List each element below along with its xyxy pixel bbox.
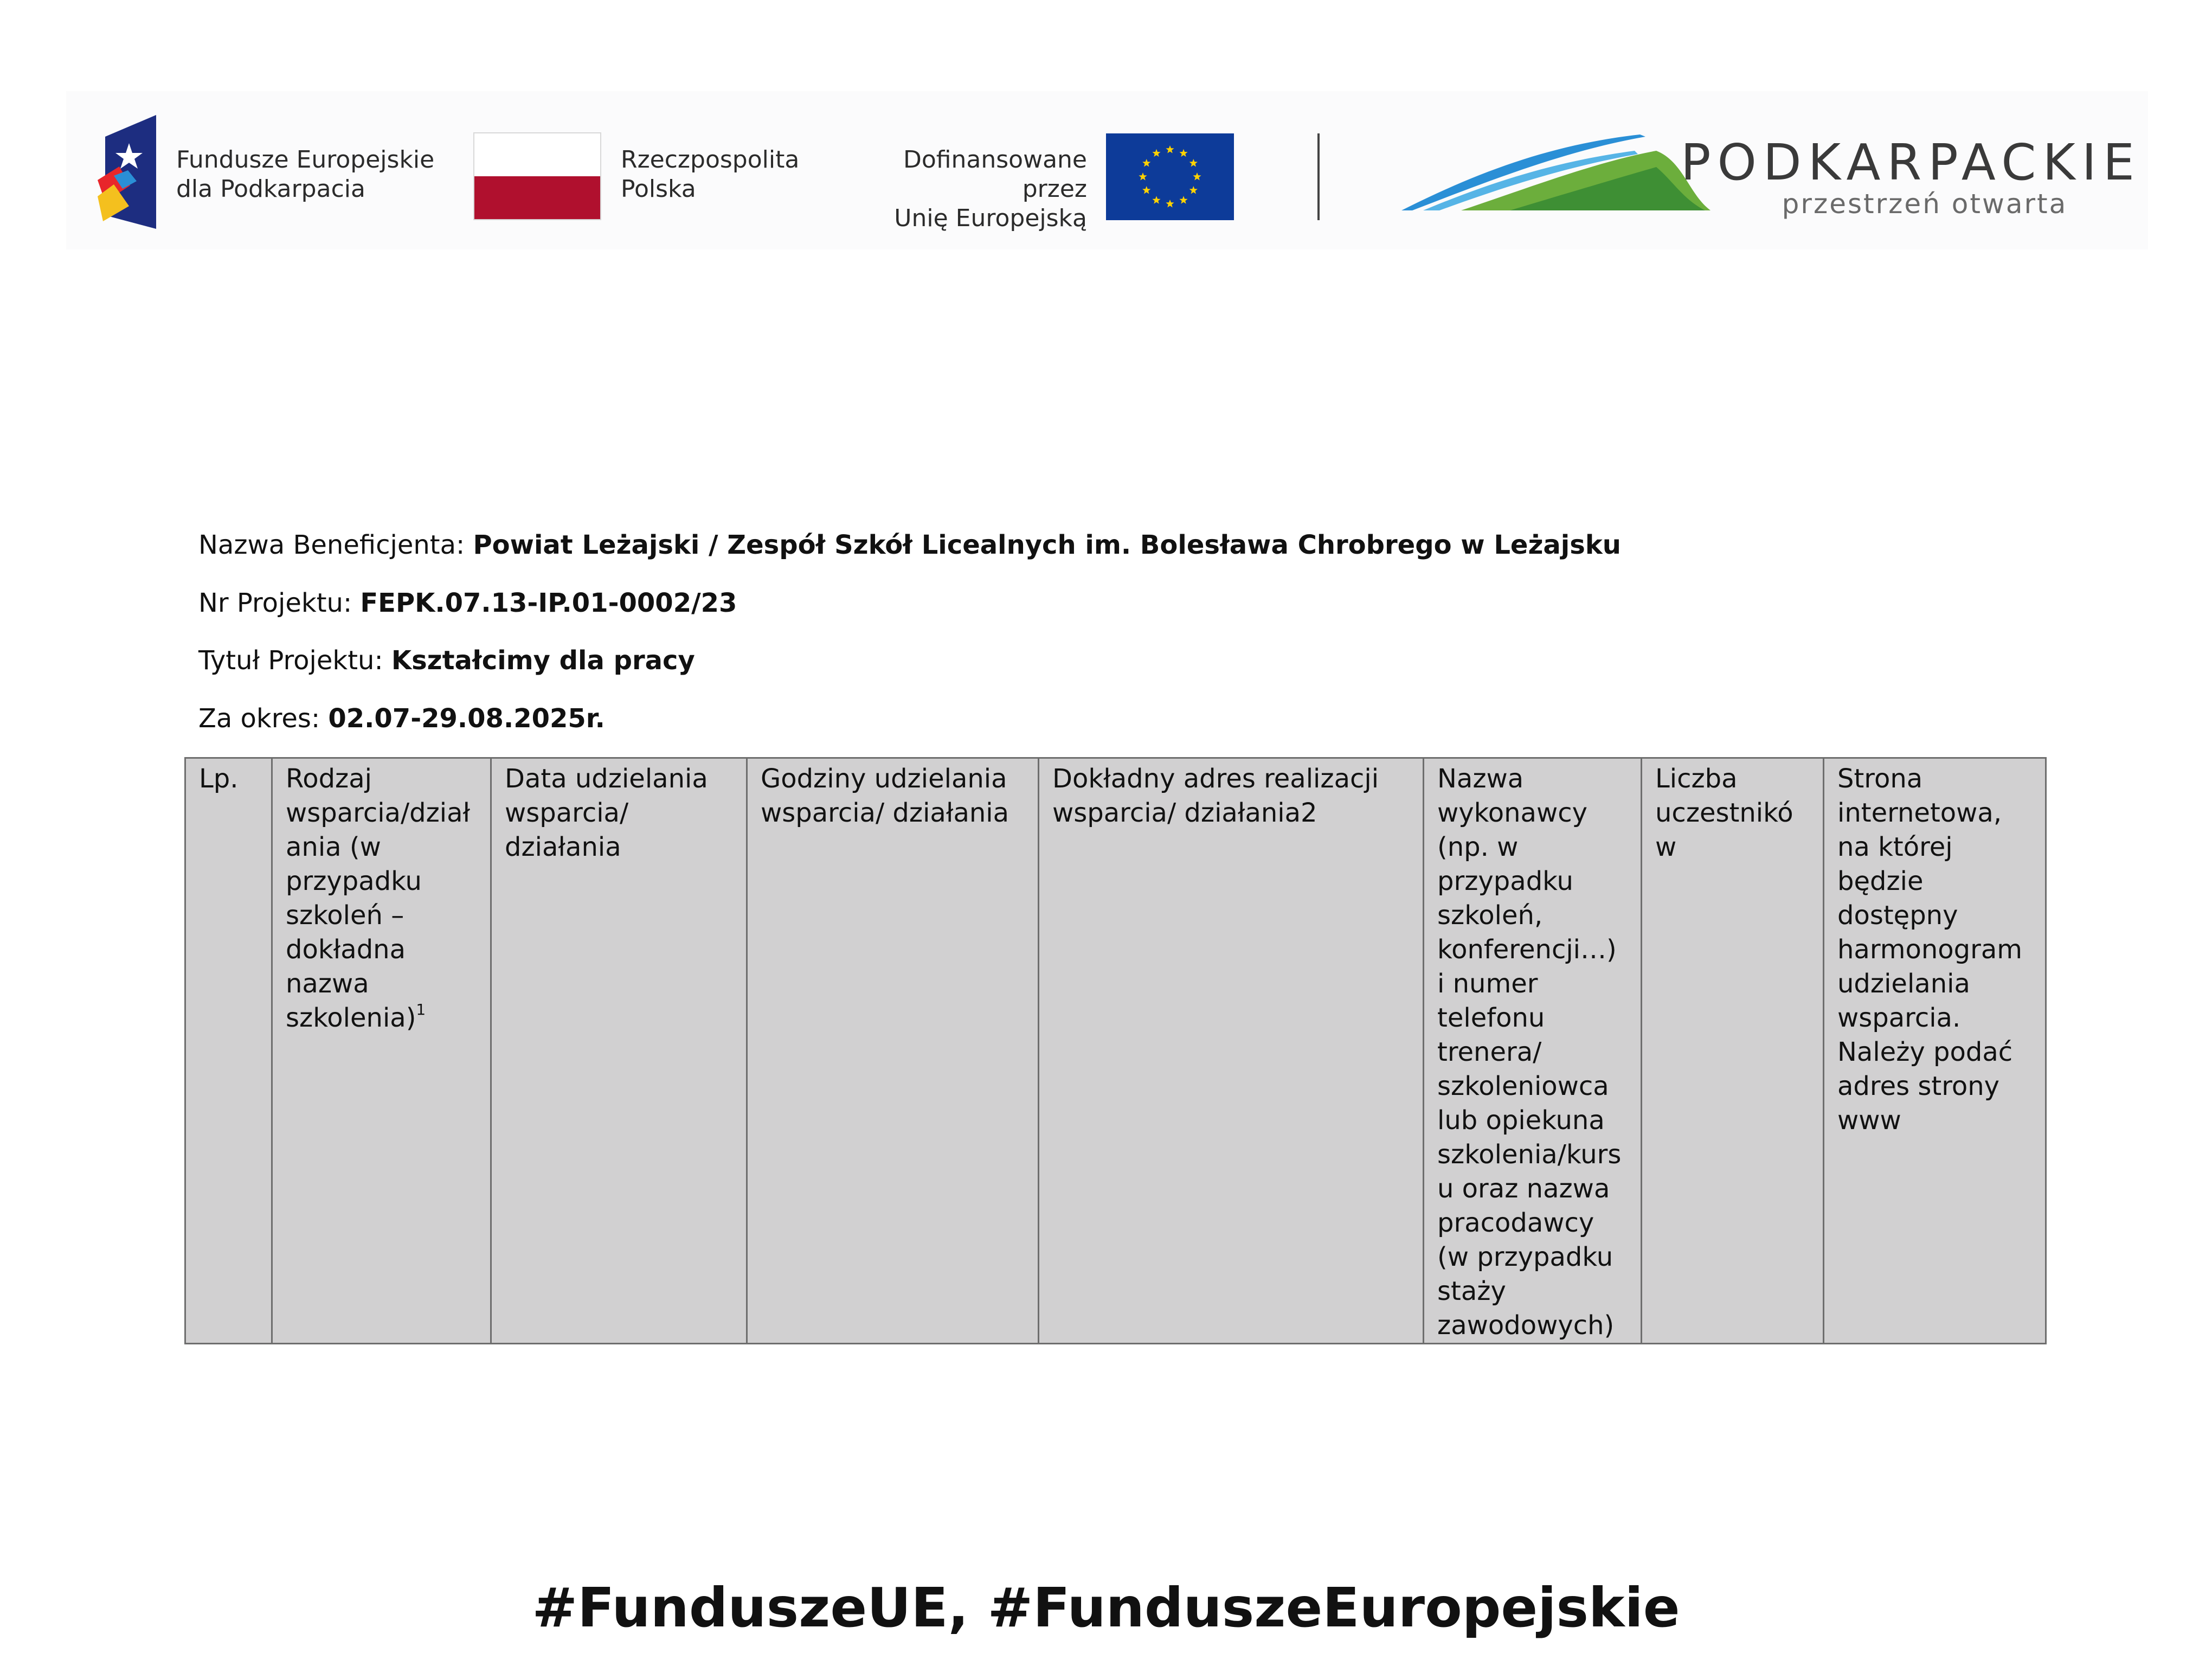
eu-text-line-2: Unię Europejską bbox=[894, 204, 1087, 232]
okres-line bbox=[198, 702, 605, 735]
header-strona-internetowa bbox=[1824, 758, 2046, 1344]
table-header-row bbox=[185, 758, 2046, 1344]
header-wykonawca bbox=[1424, 758, 1642, 1344]
pl-text-line-1: Rzeczpospolita bbox=[621, 146, 800, 174]
eu-text-line-1: Dofinansowane przez bbox=[903, 146, 1087, 203]
header-rodzaj-text: Rodzaj wsparcia/dział ania (w przypadku szkoleń – dokładna nazwa szkolenia) bbox=[286, 764, 471, 1033]
beneficjent-value: Powiat Leżajski / Zespół Szkół Licealnych im. Bolesława Chrobrego w Leżajsku bbox=[473, 530, 1621, 560]
rzeczpospolita-polska-text bbox=[621, 145, 799, 204]
header-rodzaj-wsparcia bbox=[272, 758, 491, 1344]
polish-flag bbox=[473, 132, 601, 220]
flag-white-stripe bbox=[474, 133, 600, 176]
eu-flag bbox=[1106, 133, 1234, 220]
projekt-nr-line bbox=[198, 587, 737, 619]
footnote-mark: 1 bbox=[416, 1001, 426, 1018]
header-strona-text: Strona internetowa, na której będzie dostępny harmonogram udzielania wsparcia. Należy podać adres strony www bbox=[1837, 764, 2023, 1136]
fe-text-line-2: dla Podkarpacia bbox=[176, 175, 365, 203]
header-godziny bbox=[747, 758, 1039, 1344]
podkarpackie-title: PODKARPACKIE bbox=[1681, 133, 2142, 191]
fundusze-europejskie-text bbox=[176, 145, 434, 204]
eu-cofinancing-text bbox=[843, 145, 1087, 233]
pl-text-line-2: Polska bbox=[621, 175, 696, 203]
header-adres bbox=[1039, 758, 1424, 1344]
header-lp bbox=[185, 758, 272, 1344]
logo-divider bbox=[1317, 133, 1320, 220]
support-schedule-table bbox=[184, 757, 2047, 1344]
header-wykonawca-text: Nazwa wykonawcy (np. w przypadku szkoleń, konferencji…) i numer telefonu trenera/ szkoleniowca lub opiekuna szkolenia/kurs u oraz nazwa pracodawcy (w przypadku staży zawodowych) bbox=[1437, 764, 1622, 1341]
okres-label: Za okres: bbox=[198, 703, 320, 734]
podkarpackie-subtitle: przestrzeń otwarta bbox=[1782, 188, 2068, 220]
header-data bbox=[491, 758, 747, 1344]
tytul-line bbox=[198, 644, 695, 677]
fe-text-line-1: Fundusze Europejskie bbox=[176, 146, 435, 174]
header-liczba-uczestnikow bbox=[1642, 758, 1824, 1344]
header-lp-text: Lp. bbox=[199, 764, 239, 794]
fundusze-europejskie-logo bbox=[98, 115, 156, 229]
beneficjent-line bbox=[198, 529, 1621, 561]
header-liczba-text: Liczba uczestników bbox=[1655, 764, 1793, 862]
tytul-label: Tytuł Projektu: bbox=[198, 645, 383, 676]
hashtags-footer: #FunduszeUE, #FunduszeEuropejskie bbox=[532, 1576, 1680, 1639]
podkarpackie-swoosh-logo bbox=[1401, 129, 1711, 216]
header-godziny-text: Godziny udzielania wsparcia/ działania bbox=[761, 764, 1009, 828]
beneficjent-label: Nazwa Beneficjenta: bbox=[198, 530, 465, 560]
flag-red-stripe bbox=[474, 176, 600, 219]
header-adres-text: Dokładny adres realizacji wsparcia/ działania2 bbox=[1052, 764, 1379, 828]
tytul-value: Kształcimy dla pracy bbox=[391, 645, 695, 676]
okres-value: 02.07-29.08.2025r. bbox=[328, 703, 605, 734]
header-data-text: Data udzielania wsparcia/ działania bbox=[505, 764, 708, 862]
projekt-nr-value: FEPK.07.13-IP.01-0002/23 bbox=[360, 588, 737, 618]
projekt-nr-label: Nr Projektu: bbox=[198, 588, 352, 618]
